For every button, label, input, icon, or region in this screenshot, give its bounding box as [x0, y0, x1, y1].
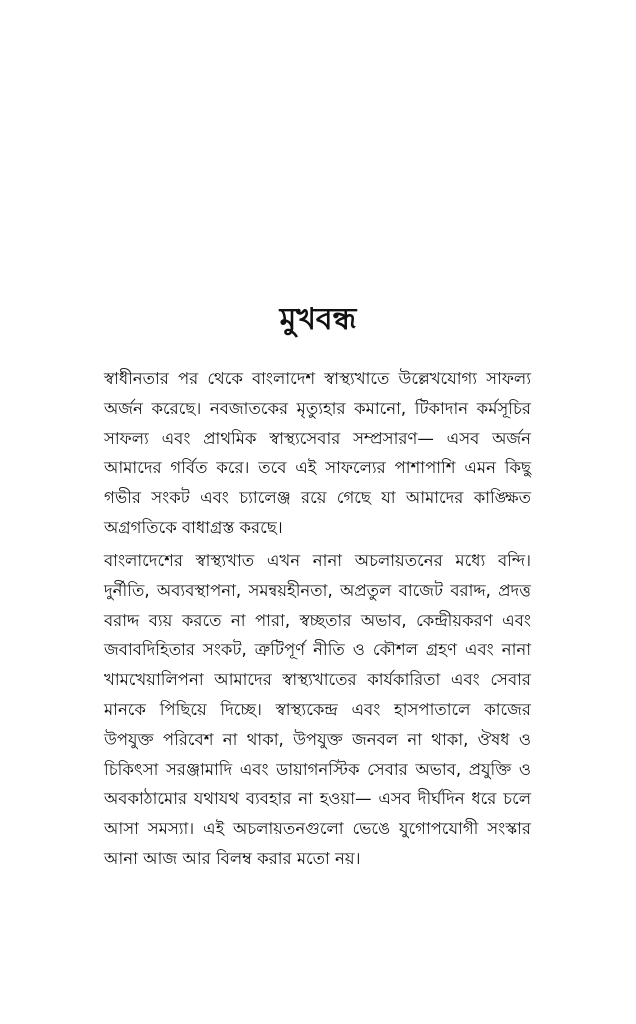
page-title: মুখবন্ধ [279, 302, 357, 337]
paragraph-2: বাংলাদেশের স্বাস্থ্যখাত এখন নানা অচলায়তনের মধ্যে বন্দি। দুর্নীতি, অব্যবস্থাপনা, সমন্বয়হীনতা, অপ্রতুল বাজেট বরাদ্দ, প্রদত্ত বরাদ্দ ব্যয় করতে না পারা, স্বচ্ছতার অভাব, কেন্দ্রীয়করণ এবং জবাবদিহিতার সংকট, ত্রুটিপূর্ণ নীতি ও কৌশল গ্রহণ এবং নানা খামখেয়ালিপনা আমাদের স্বাস্থ্যখাতের কার্যকারিতা এবং সেবার মানকে পিছিয়ে দিচ্ছে। স্বাস্থ্যকেন্দ্র এবং হাসপাতালে কাজের উপযুক্ত পরিবেশ না থাকা, উপযুক্ত জনবল না থাকা, ঔষধ ও চিকিৎসা সরঞ্জামাদি এবং ডায়াগনস্টিক সেবার অভাব, প্রযুক্তি ও অবকাঠামোর যথাযথ ব্যবহার না হওয়া— এসব দীর্ঘদিন ধরে চলে আসা সমস্যা। এই অচলায়তনগুলো ভেঙে যুগোপযোগী সংস্কার আনা আজ আর বিলম্ব করার মতো নয়। [104, 551, 531, 868]
paragraph-1: স্বাধীনতার পর থেকে বাংলাদেশ স্বাস্থ্যখাতে উল্লেখযোগ্য সাফল্য অর্জন করেছে। নবজাতকের মৃত্যুহার কমানো, টিকাদান কর্মসূচির সাফল্য এবং প্রাথমিক স্বাস্থ্যসেবার সম্প্রসারণ— এসব অর্জন আমাদের গর্বিত করে। তবে এই সাফল্যের পাশাপাশি এমন কিছু গভীর সংকট এবং চ্যালেঞ্জ রয়ে গেছে যা আমাদের কাঙ্ক্ষিত অগ্রগতিকে বাধাগ্রস্ত করছে। [104, 369, 531, 537]
